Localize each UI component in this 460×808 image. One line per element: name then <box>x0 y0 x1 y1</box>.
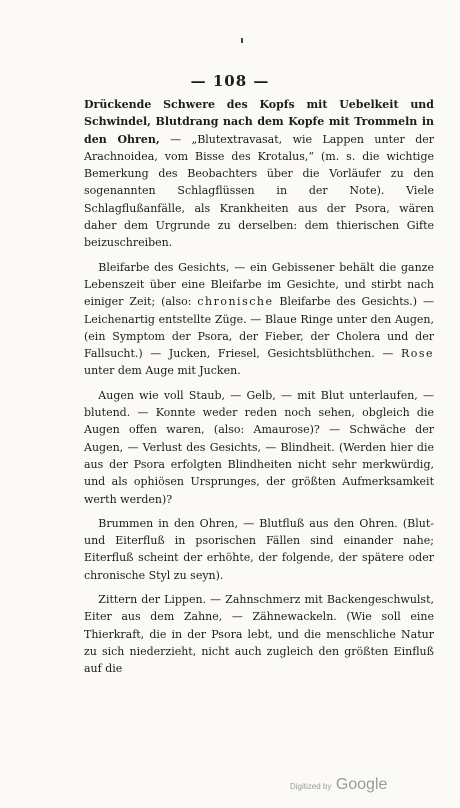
paragraph-3: Augen wie voll Staub, — Gelb, — mit Blut unterlaufen, — blutend. — Konnte weder reden noch sehen, obgleich die Augen offen waren, (also: Amaurose)? — Schwäche der Augen, — Verlust des Gesichts, — Blindheit. (Werden hier die aus der Psora erfolgten Blindheiten nicht sehr merkwürdig, und als ophiösen Ursprunges, der größten Aufmerksamkeit werth werden)? <box>84 388 434 506</box>
paragraph-4: Brummen in den Ohren, — Blutfluß aus den Ohren. (Blut- und Eiterfluß in psorischen Fällen sind einander nahe; Eiterfluß scheint der erhöhte, der folgende, der spätere oder chronische Styl zu seyn). <box>84 516 434 582</box>
paragraph-1-bold-lead: Drückende Schwere des Kopfs mit Uebelkeit und Schwindel, Blutdrang nach dem Kopfe mit Trommeln in den Ohren, <box>84 98 434 146</box>
paragraph-5: Zittern der Lippen. — Zahnschmerz mit Backengeschwulst, Eiter aus dem Zahne, — Zähnewackeln. (Wie soll eine Thierkraft, die in der Psora lebt, und die menschliche Natur zu sich niederzieht, nicht auch zugleich den größten Einfluß auf die <box>84 593 434 676</box>
page-number: — 108 — <box>190 72 270 90</box>
digitized-by-text: Digitized by <box>290 782 332 791</box>
paragraph-2-part-b: Bleifarbe des Gesichts.) — Leichenartig entstellte Züge. — Blaue Ringe unter den Augen, (ein Symptom der Psora, der Fieber, der Cholera und der Fallsucht.) — Jucken, Friesel, Gesichtsblüthchen. — <box>84 295 434 361</box>
paragraph-2-part-a: Bleifarbe des Gesichts, — ein Gebissener behält die ganze Lebenszeit über eine Bleifarbe im Gesichte, und stirbt nach einiger Zeit; (also: <box>84 260 434 309</box>
paragraph-1-rest: — „Blutextravasat, wie Lappen unter der Arachnoidea, vom Bisse des Krotalus,“ (m. s. die wichtige Bemerkung des Beobachters über die Vorläufer zu den sogenannten Schlagflüssen in der Note). Viele Schlagflußanfälle, als Krankheiten aus der Psora, wären daher dem Urgrunde zu derselben: dem thierischen Gifte beizuschreiben. <box>84 132 435 250</box>
paragraph-2-part-c: unter dem Auge mit Jucken. <box>84 364 241 378</box>
google-logo-text: Google <box>335 776 388 793</box>
paragraph-2 <box>84 259 434 380</box>
paragraph-2-spaced-chronisch: chronische <box>197 295 274 309</box>
ink-mark <box>241 38 243 43</box>
paragraph-1 <box>84 96 434 252</box>
digitized-watermark <box>290 776 387 794</box>
paragraph-2-spaced-rose: Rose <box>400 347 434 361</box>
body-text <box>84 96 434 685</box>
